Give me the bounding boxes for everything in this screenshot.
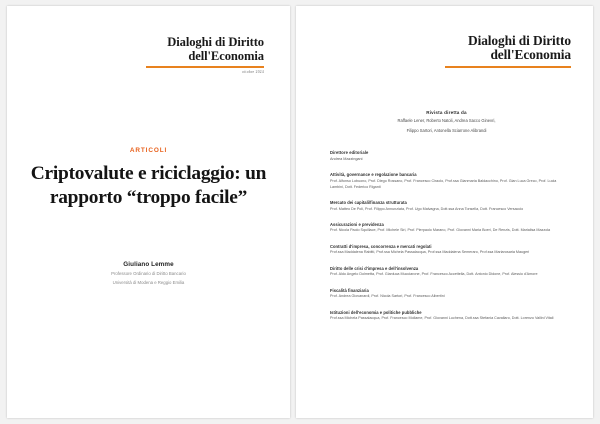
direction-names-line1: Raffaele Lener, Roberto Natoli, Andrea Sacco Ginevri, — [397, 117, 496, 123]
author-name: Giuliano Lemme — [123, 261, 174, 269]
credits-body — [330, 110, 563, 322]
journal-title-line1-right: Dialoghi di Diritto — [468, 33, 571, 48]
editorial-group — [330, 200, 563, 212]
group-heading: Diritto delle crisi d'impresa e dell'insolvenza — [330, 265, 419, 271]
editorial-group — [330, 310, 563, 322]
issue-label: ottobre 2024 — [242, 70, 264, 75]
group-heading: Istituzioni dell'economia e politiche pubbliche — [330, 309, 422, 315]
editorial-director-heading: Direttore editoriale — [330, 150, 369, 156]
editorial-group — [330, 288, 563, 300]
editorial-director-block — [330, 150, 563, 162]
masthead-accent-rule — [146, 66, 264, 68]
group-heading: Fiscalità finanziaria — [330, 287, 369, 293]
journal-title-line2-right: dell'Economia — [490, 47, 571, 63]
journal-masthead — [7, 36, 264, 75]
direction-names-line2: Filippo Sartori, Antonella Sciarrone Alibrandi — [406, 127, 487, 133]
author-block — [7, 261, 290, 286]
group-members: Prof. Andrea Giovanardi, Prof. Nicola Sartori, Prof. Francesco Albertini — [330, 294, 445, 299]
group-members: Prof. Alfonso Lobuono, Prof. Diego Rossano, Prof. Francesco Ciraolo, Prof.ssa Gianmaria Baldacchino, Prof. Gian Luca Greco, Prof. Lucia Lambini, Dott. Federico Riganti — [330, 178, 557, 189]
group-heading: Mercato dei capitali/finanza strutturata — [330, 200, 407, 206]
editorial-group — [330, 172, 563, 190]
group-members: Prof. Aldo Angelo Dolmetta, Prof. Gianluca Mucciarone, Prof. Francesco Accettella, Dott. Antonio Didone, Prof. Alessio d'Amore — [330, 272, 538, 277]
editorial-director-names: Andrea Mazzingani — [330, 156, 363, 161]
group-heading: Contratti d'impresa, concorrenza e mercati regolati — [330, 243, 432, 249]
group-heading: Assicurazioni e previdenza — [330, 221, 384, 227]
author-affiliation-line2: Università di Modena e Reggio Emilia — [112, 279, 185, 285]
group-members: Prof.ssa Maddalena Rabitti, Prof.ssa Michela Passalacqua, Prof.ssa Maddalena Semeraro, Prof.ssa Mariarosaria Maugeri — [330, 250, 530, 255]
journal-title-line1: Dialoghi di Diritto — [167, 35, 264, 49]
journal-title-line2: dell'Economia — [188, 48, 264, 63]
direction-heading: Rivista diretta da — [426, 109, 467, 115]
group-members: Prof. Matteo De Poli, Prof. Filippo Annunziata, Prof. Ugo Malvagna, Dott.ssa Anna Tonsella, Dott. Francesco Versaccio — [330, 206, 524, 211]
editorial-group — [330, 222, 563, 234]
group-members: Prof.ssa Michela Passalacqua, Prof. Francesco Mollame, Prof. Giovanni Luchena, Dott.ssa Stefania Cavallaro, Dott. Lorenzo Vallini Vitali — [330, 316, 554, 321]
editorial-group — [330, 266, 563, 278]
cover-page — [7, 6, 290, 418]
group-members: Prof. Nicola Paolo Squillace, Prof. Michele Siri, Prof. Pierpaolo Marano, Prof. Giovanni Maria Boeri, De Renzis, Dott. Marialisa Mazzola — [330, 228, 551, 233]
masthead-accent-rule-right — [445, 66, 571, 68]
editorial-group — [330, 244, 563, 256]
masthead-credits-page — [296, 6, 593, 418]
group-heading: Attività, governance e regolazione bancaria — [330, 172, 417, 178]
page-title: Criptovalute e riciclaggio: un rapporto “troppo facile” — [30, 163, 267, 208]
author-affiliation-line1: Professore Ordinario di Diritto Bancario — [111, 270, 186, 276]
journal-masthead-right — [296, 34, 571, 68]
section-tag: ARTICOLI — [129, 147, 168, 155]
